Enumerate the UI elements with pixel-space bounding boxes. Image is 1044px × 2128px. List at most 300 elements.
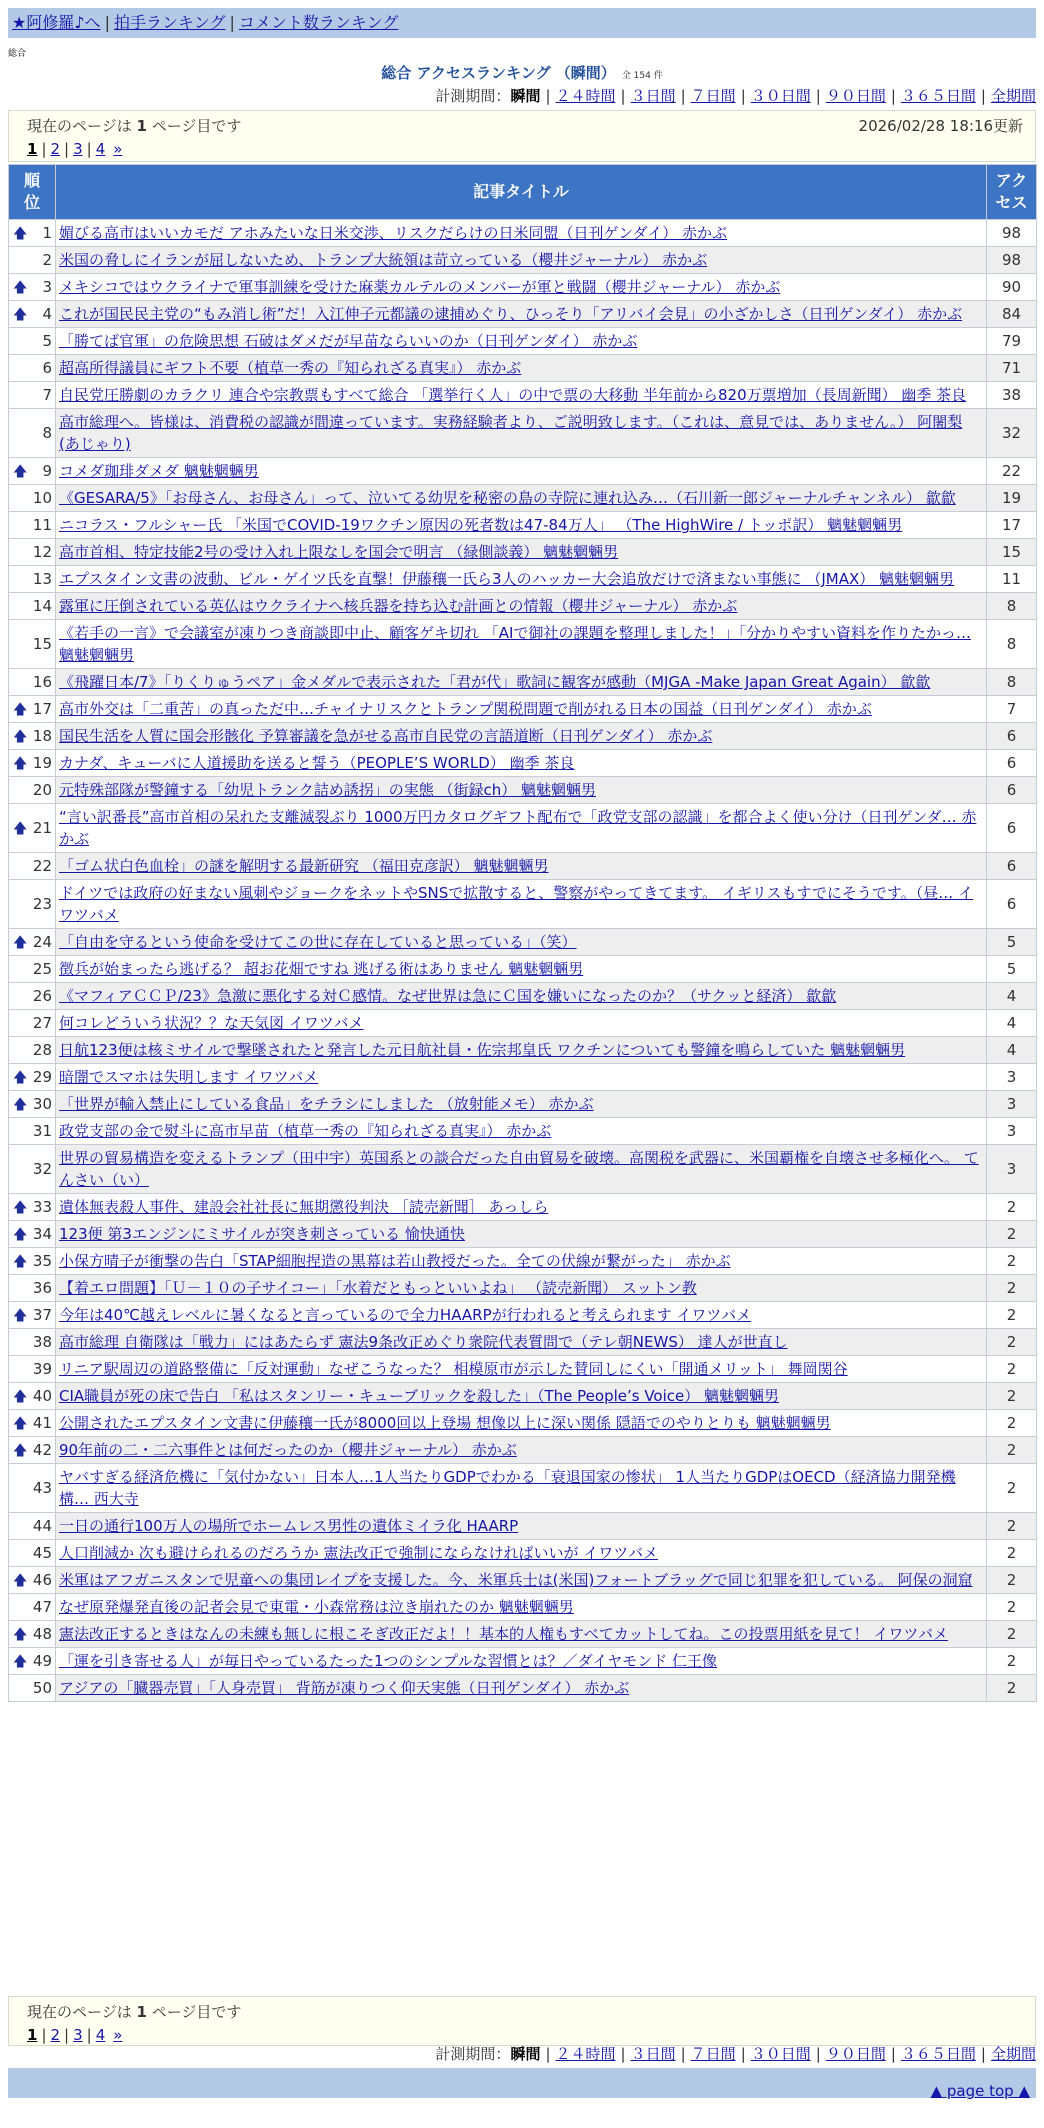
access-count: 15 [987, 539, 1037, 566]
rank-number: 4 [42, 305, 52, 323]
rank-cell [9, 1275, 56, 1302]
article-link[interactable]: 「勝てば官軍」の危険思想 石破はダメだが早苗ならいいのか（日刊ゲンダイ） 赤かぶ [59, 332, 638, 350]
title-cell [56, 1513, 987, 1540]
access-count: 5 [987, 956, 1037, 983]
rank-number: 15 [32, 635, 52, 653]
article-link[interactable]: 《飛躍日本/7》「りくりゅうペア」金メダルで表示された「君が代」歌詞に観客が感動（MJGA -Make Japan Great Again） 歙歙 [59, 673, 931, 691]
title-cell [56, 512, 987, 539]
pager-next-link[interactable]: » [113, 140, 123, 158]
rank-cell [9, 274, 56, 301]
article-link[interactable]: 90年前の二・二六事件とは何だったのか（櫻井ジャーナル） 赤かぶ [59, 1441, 517, 1459]
access-count: 2 [987, 1356, 1037, 1383]
page-status-box-bottom [8, 1996, 1036, 2046]
period-link-6[interactable]: 全期間 [990, 2045, 1036, 2063]
rank-number: 45 [32, 1544, 52, 1562]
title-cell [56, 458, 987, 485]
title-cell [56, 1091, 987, 1118]
access-count: 5 [987, 929, 1037, 956]
period-separator: | [740, 87, 746, 105]
title-cell [56, 880, 987, 929]
title-cell [56, 328, 987, 355]
table-row [9, 1594, 1037, 1621]
article-link[interactable]: 「世界が輸入禁止にしている食品」をチラシにしました （放射能メモ） 赤かぶ [59, 1095, 594, 1113]
rank-up-arrow-icon: 🡅 [13, 1654, 28, 1670]
page-status-box-top [8, 110, 1036, 162]
title-cell [56, 247, 987, 274]
rank-number: 31 [32, 1122, 52, 1140]
rank-number: 23 [32, 895, 52, 913]
title-cell [56, 1437, 987, 1464]
article-link[interactable]: “言い訳番長”高市首相の呆れた支離滅裂ぶり 1000万円カタログギフト配布で「政党支部の認識」を都合よく使い分け（日刊ゲンダ… 赤かぶ [59, 808, 977, 848]
rank-cell [9, 1383, 56, 1410]
table-row [9, 1383, 1037, 1410]
title-cell [56, 1118, 987, 1145]
period-separator: | [680, 87, 686, 105]
article-link[interactable]: 高市外交は「二重苦」の真っただ中…チャイナリスクとトランプ関税問題で削がれる日本の国益（日刊ゲンダイ） 赤かぶ [59, 700, 872, 718]
rank-cell [9, 1437, 56, 1464]
pager-link-4[interactable]: 4 [95, 140, 106, 158]
home-link[interactable]: ★阿修羅♪へ [12, 13, 101, 32]
rank-number: 17 [32, 700, 52, 718]
rank-cell [9, 247, 56, 274]
rank-number: 34 [32, 1225, 52, 1243]
article-link[interactable]: 「運を引き寄せる人」が毎日やっているたった1つのシンプルな習慣とは？／ダイヤモンド 仁王像 [59, 1652, 718, 1670]
rank-up-arrow-icon: 🡅 [13, 1200, 28, 1216]
table-row [9, 1221, 1037, 1248]
rank-number: 18 [32, 727, 52, 745]
article-link[interactable]: 自民党圧勝劇のカラクリ 連合や宗教票もすべて総合 「選挙行く人」の中で票の大移動 半年前から820万票増加（長周新聞） 幽季 茶良 [59, 386, 967, 404]
rank-cell [9, 1248, 56, 1275]
rank-cell [9, 750, 56, 777]
page-text-suffix: ページ目です [146, 117, 242, 135]
access-count: 8 [987, 669, 1037, 696]
rank-up-arrow-icon: 🡅 [13, 702, 28, 718]
access-count: 2 [987, 1464, 1037, 1513]
article-link[interactable]: 一日の通行100万人の場所でホームレス男性の遺体ミイラ化 HAARP [59, 1517, 519, 1535]
article-link[interactable]: 日航123便は核ミサイルで撃墜されたと発言した元日航社員・佐宗邦皇氏 ワクチンについても警鐘を鳴らしていた 魑魅魍魎男 [59, 1041, 906, 1059]
title-cell [56, 1621, 987, 1648]
access-count: 2 [987, 1248, 1037, 1275]
rank-number: 2 [42, 251, 52, 269]
rank-cell [9, 1540, 56, 1567]
period-link-0[interactable]: ２４時間 [555, 2045, 616, 2063]
rank-number: 28 [32, 1041, 52, 1059]
title-cell [56, 539, 987, 566]
rank-cell [9, 1464, 56, 1513]
table-row [9, 301, 1037, 328]
table-row [9, 956, 1037, 983]
clap-ranking-link[interactable]: 拍手ランキング [113, 13, 226, 32]
article-link[interactable]: リニア駅周辺の道路整備に「反対運動」なぜこうなった？ 相模原市が示した賛同しにくい「開通メリット」 舞岡関谷 [59, 1360, 848, 1378]
breadcrumb: 総合 [8, 49, 27, 59]
rank-up-arrow-icon: 🡅 [13, 280, 28, 296]
rank-cell [9, 328, 56, 355]
rank-number: 9 [42, 462, 52, 480]
rank-cell [9, 1145, 56, 1194]
rank-cell [9, 1221, 56, 1248]
top-nav-bar [8, 8, 1036, 38]
article-link[interactable]: 何コレどういう状況？？な天気図 イワツバメ [59, 1014, 364, 1032]
access-count: 79 [987, 328, 1037, 355]
article-link[interactable]: 世界の貿易構造を変えるトランプ（田中宇）英国系との談合だった自由貿易を破壊。高関税を武器に、米国覇権を自壊させ多極化へ。 てんさい（い） [59, 1149, 979, 1189]
access-count: 2 [987, 1329, 1037, 1356]
rank-number: 14 [32, 597, 52, 615]
period-link-3[interactable]: ３０日間 [750, 2045, 811, 2063]
table-row [9, 853, 1037, 880]
access-count: 3 [987, 1064, 1037, 1091]
table-row [9, 804, 1037, 853]
article-link[interactable]: 米国の脅しにイランが屈しないため、トランプ大統領は苛立っている（櫻井ジャーナル） 赤かぶ [59, 251, 708, 269]
access-count: 4 [987, 1010, 1037, 1037]
rank-cell [9, 620, 56, 669]
article-link[interactable]: 123便 第3エンジンにミサイルが突き刺さっている 愉快通快 [59, 1225, 465, 1243]
rank-up-arrow-icon: 🡅 [13, 1389, 28, 1405]
pager-separator: | [41, 2026, 47, 2044]
title-cell [56, 1037, 987, 1064]
access-count: 98 [987, 220, 1037, 247]
article-link[interactable]: アジアの「臓器売買」「人身売買」 背筋が凍りつく仰天実態（日刊ゲンダイ） 赤かぶ [59, 1679, 630, 1697]
article-link[interactable]: CIA職員が死の床で告白 「私はスタンリー・キューブリックを殺した」（The People’s Voice） 魑魅魍魎男 [59, 1387, 780, 1405]
article-link[interactable]: メキシコではウクライナで軍事訓練を受けた麻薬カルテルのメンバーが軍と戦闘（櫻井ジャーナル） 赤かぶ [59, 278, 781, 296]
access-count: 6 [987, 853, 1037, 880]
rank-number: 6 [42, 359, 52, 377]
period-separator: | [620, 2045, 626, 2063]
table-row [9, 458, 1037, 485]
title-cell [56, 1675, 987, 1702]
article-link[interactable]: ドイツでは政府の好まない風刺やジョークをネットやSNSで拡散すると、警察がやってきてます。 イギリスもすでにそうです。（昼… イワツバメ [59, 884, 974, 924]
rank-cell [9, 1118, 56, 1145]
article-link[interactable]: 政党支部の金で熨斗に高市早苗（植草一秀の『知られざる真実』） 赤かぶ [59, 1122, 552, 1140]
table-row [9, 1356, 1037, 1383]
table-row [9, 777, 1037, 804]
title-cell [56, 620, 987, 669]
rank-number: 33 [32, 1198, 52, 1216]
access-count: 6 [987, 723, 1037, 750]
table-row [9, 220, 1037, 247]
access-count: 2 [987, 1675, 1037, 1702]
table-row [9, 566, 1037, 593]
rank-cell [9, 355, 56, 382]
rank-number: 19 [32, 754, 52, 772]
title-cell [56, 382, 987, 409]
period-link-3[interactable]: ３０日間 [750, 87, 811, 105]
table-row [9, 1464, 1037, 1513]
access-count: 6 [987, 777, 1037, 804]
page-indicator [27, 115, 1025, 137]
ranking-table [8, 164, 1037, 1702]
rank-number: 29 [32, 1068, 52, 1086]
rank-cell [9, 1010, 56, 1037]
rank-cell [9, 853, 56, 880]
pager-separator: | [64, 140, 70, 158]
period-link-6[interactable]: 全期間 [990, 87, 1036, 105]
rank-cell [9, 382, 56, 409]
access-count: 11 [987, 566, 1037, 593]
header-rank: 順位 [9, 165, 56, 220]
rank-cell [9, 1621, 56, 1648]
table-row [9, 723, 1037, 750]
rank-cell [9, 409, 56, 458]
table-row [9, 1540, 1037, 1567]
pager-separator: | [41, 140, 47, 158]
pager-link-2[interactable]: 2 [50, 2026, 61, 2044]
access-count: 3 [987, 1145, 1037, 1194]
rank-number: 26 [32, 987, 52, 1005]
table-row [9, 485, 1037, 512]
rank-cell [9, 1356, 56, 1383]
table-row [9, 1621, 1037, 1648]
rank-cell [9, 777, 56, 804]
pager-link-2[interactable]: 2 [50, 140, 61, 158]
article-link[interactable]: 露軍に圧倒されている英仏はウクライナへ核兵器を持ち込む計画との情報（櫻井ジャーナル） 赤かぶ [59, 597, 738, 615]
access-count: 6 [987, 804, 1037, 853]
title-cell [56, 929, 987, 956]
table-row [9, 274, 1037, 301]
rank-number: 8 [42, 424, 52, 442]
table-row [9, 1194, 1037, 1221]
period-separator: | [740, 2045, 746, 2063]
rank-number: 24 [32, 933, 52, 951]
article-link[interactable]: 今年は40℃越えレベルに暑くなると言っているので全力HAARPが行われると考えられます イワツバメ [59, 1306, 752, 1324]
rank-number: 30 [32, 1095, 52, 1113]
rank-number: 10 [32, 489, 52, 507]
rank-cell [9, 880, 56, 929]
nav-separator: | [104, 13, 110, 32]
article-link[interactable]: 人口削減か 次も避けられるのだろうか 憲法改正で強制にならなければいいが イワツバメ [59, 1544, 659, 1562]
title-cell [56, 1356, 987, 1383]
period-link-4[interactable]: ９０日間 [825, 2045, 886, 2063]
rank-cell [9, 1648, 56, 1675]
rank-number: 46 [32, 1571, 52, 1589]
rank-number: 36 [32, 1279, 52, 1297]
rank-cell [9, 593, 56, 620]
pagination [27, 137, 1025, 161]
article-link[interactable]: 高市総理 自衛隊は「戦力」にはあたらず 憲法9条改正めぐり衆院代表質問で（テレ朝NEWS） 達人が世直し [59, 1333, 788, 1351]
period-link-1[interactable]: ３日間 [630, 87, 676, 105]
page-top-link[interactable]: ▲ page top ▲ [930, 2082, 1030, 2100]
title-cell [56, 409, 987, 458]
article-link[interactable]: 高市首相、特定技能2号の受け入れ上限なしを国会で明言 （緑側談義） 魑魅魍魎男 [59, 543, 619, 561]
page-text-prefix: 現在のページは [27, 2003, 137, 2021]
access-count: 2 [987, 1302, 1037, 1329]
rank-cell [9, 1064, 56, 1091]
period-link-5[interactable]: ３６５日間 [900, 87, 976, 105]
nav-separator: | [229, 13, 235, 32]
rank-number: 32 [32, 1160, 52, 1178]
access-count: 2 [987, 1567, 1037, 1594]
period-link-5[interactable]: ３６５日間 [900, 2045, 976, 2063]
title-cell [56, 355, 987, 382]
title-cell [56, 723, 987, 750]
access-count: 2 [987, 1594, 1037, 1621]
rank-number: 25 [32, 960, 52, 978]
rank-number: 11 [32, 516, 52, 534]
article-link[interactable]: ニコラス・フルシャー氏 「米国でCOVID-19ワクチン原因の死者数は47-84万人」 （The HighWire / トッポ訳） 魑魅魍魎男 [59, 516, 903, 534]
article-link[interactable]: なぜ原発爆発直後の記者会見で東電・小森常務は泣き崩れたのか 魑魅魍魎男 [59, 1598, 574, 1616]
table-row [9, 355, 1037, 382]
rank-number: 13 [32, 570, 52, 588]
article-link[interactable]: エプスタイン文書の波動、ビル・ゲイツ氏を直撃！伊藤穰一氏ら3人のハッカー大会追放だけで済まない事態に （JMAX） 魑魅魍魎男 [59, 570, 955, 588]
access-count: 7 [987, 696, 1037, 723]
article-link[interactable]: 《GESARA/5》「お母さん、お母さん」って、泣いてる幼児を秘密の島の寺院に連れ込み…（石川新一郎ジャーナルチャンネル） 歙歙 [59, 489, 956, 507]
article-link[interactable]: 超高所得議員にギフト不要（植草一秀の『知られざる真実』） 赤かぶ [59, 359, 522, 377]
rank-number: 20 [32, 781, 52, 799]
period-current: 瞬間 [510, 87, 541, 105]
pager-separator: | [86, 140, 92, 158]
rank-number: 3 [42, 278, 52, 296]
rank-up-arrow-icon: 🡅 [13, 1070, 28, 1086]
title-cell [56, 696, 987, 723]
article-link[interactable]: 高市総理へ。皆様は、消費税の認識が間違っています。実務経験者より、ご説明致します。（これは、意見では、ありません。） 阿闍梨(あじゃり) [59, 413, 963, 453]
article-link[interactable]: 憲法改正するときはなんの未練も無しに根こそぎ改正だよ！！基本的人権もすべてカットしてね。この投票用紙を見て！ イワツバメ [59, 1625, 949, 1643]
access-count: 2 [987, 1437, 1037, 1464]
access-count: 8 [987, 593, 1037, 620]
table-row [9, 1648, 1037, 1675]
article-link[interactable]: 国民生活を人質に国会形骸化 予算審議を急がせる高市自民党の言語道断（日刊ゲンダイ） 赤かぶ [59, 727, 713, 745]
rank-number: 48 [32, 1625, 52, 1643]
page-text-suffix: ページ目です [146, 2003, 242, 2021]
period-link-2[interactable]: ７日間 [690, 2045, 736, 2063]
table-row [9, 1037, 1037, 1064]
pager-link-4[interactable]: 4 [95, 2026, 106, 2044]
article-link[interactable]: ヤバすぎる経済危機に「気付かない」日本人…1人当たりGDPでわかる「衰退国家の惨状」 1人当たりGDPはOECD（経済協力開発機構… 西大寺 [59, 1468, 956, 1508]
article-link[interactable]: 遺体無表殺人事件、建設会社社長に無期懲役判決 ［読売新聞］ あっしら [59, 1198, 549, 1216]
title-cell [56, 593, 987, 620]
article-link[interactable]: 小保方晴子が衝撃の告白「STAP細胞捏造の黒幕は若山教授だった。全ての伏線が繋がった」 赤かぶ [59, 1252, 731, 1270]
rank-number: 42 [32, 1441, 52, 1459]
rank-cell [9, 512, 56, 539]
pager-next-link[interactable]: » [113, 2026, 123, 2044]
article-link[interactable]: 《マフィアＣＣＰ/23》急激に悪化する対Ｃ感情。なぜ世界は急にＣ国を嫌いになったのか？（サクッと経済） 歙歙 [59, 987, 837, 1005]
rank-cell [9, 220, 56, 247]
period-separator: | [980, 2045, 986, 2063]
table-row [9, 1118, 1037, 1145]
title-cell [56, 1648, 987, 1675]
article-link[interactable]: 米軍はアフガニスタンで児童への集団レイプを支援した。今、米軍兵士は(米国)フォートブラッグで同じ犯罪を犯している。 阿保の洞窟 [59, 1571, 973, 1589]
access-count: 2 [987, 1221, 1037, 1248]
article-link[interactable]: コメダ珈琲ダメダ 魑魅魍魎男 [59, 462, 259, 480]
table-row [9, 1410, 1037, 1437]
period-link-0[interactable]: ２４時間 [555, 87, 616, 105]
article-link[interactable]: 元特殊部隊が警鐘する「幼児トランク詰め誘拐」の実態 （街録ch） 魑魅魍魎男 [59, 781, 596, 799]
article-link[interactable]: 暗闇でスマホは失明します イワツバメ [59, 1068, 319, 1086]
article-link[interactable]: これが国民民主党の“もみ消し術”だ！入江伸子元都議の逮捕めぐり、ひっそり「アリバイ会見」の小ざかしさ（日刊ゲンダイ） 赤かぶ [59, 305, 963, 323]
table-row [9, 328, 1037, 355]
table-row [9, 247, 1037, 274]
ranking-title: 総合 アクセスランキング （瞬間） [381, 64, 616, 82]
period-separator: | [890, 87, 896, 105]
rank-cell [9, 1513, 56, 1540]
article-link[interactable]: 「自由を守るという使命を受けてこの世に存在していると思っている」（笑） [59, 933, 577, 951]
access-count: 8 [987, 620, 1037, 669]
rank-cell [9, 1410, 56, 1437]
comment-ranking-link[interactable]: コメント数ランキング [238, 13, 399, 32]
article-link[interactable]: 媚びる高市はいいカモだ アホみたいな日米交渉、リスクだらけの日米同盟（日刊ゲンダイ） 赤かぶ [59, 224, 728, 242]
title-cell [56, 804, 987, 853]
access-count: 6 [987, 750, 1037, 777]
table-row [9, 382, 1037, 409]
table-row [9, 1275, 1037, 1302]
rank-up-arrow-icon: 🡅 [13, 729, 28, 745]
title-cell [56, 1410, 987, 1437]
rank-up-arrow-icon: 🡅 [13, 821, 28, 837]
title-cell [56, 1594, 987, 1621]
table-row [9, 1091, 1037, 1118]
access-count: 32 [987, 409, 1037, 458]
rank-up-arrow-icon: 🡅 [13, 1416, 28, 1432]
rank-cell [9, 566, 56, 593]
rank-up-arrow-icon: 🡅 [13, 1308, 28, 1324]
table-row [9, 669, 1037, 696]
rank-up-arrow-icon: 🡅 [13, 464, 28, 480]
access-count: 84 [987, 301, 1037, 328]
updated-timestamp: 2026/02/28 18:16更新 [858, 117, 1023, 135]
period-link-2[interactable]: ７日間 [690, 87, 736, 105]
pager-current: 1 [27, 2026, 38, 2044]
rank-number: 44 [32, 1517, 52, 1535]
period-separator: | [620, 87, 626, 105]
rank-cell [9, 669, 56, 696]
title-cell [56, 1540, 987, 1567]
article-link[interactable]: 「ゴム状白色血栓」の謎を解明する最新研究 （福田克彦訳） 魑魅魍魎男 [59, 857, 549, 875]
title-cell [56, 1383, 987, 1410]
period-link-4[interactable]: ９０日間 [825, 87, 886, 105]
pager-link-3[interactable]: 3 [73, 2026, 83, 2044]
title-cell [56, 777, 987, 804]
access-count: 2 [987, 1194, 1037, 1221]
rank-cell [9, 983, 56, 1010]
access-count: 6 [987, 880, 1037, 929]
rank-number: 37 [32, 1306, 52, 1324]
article-link[interactable]: 《若手の一言》で会議室が凍りつき商談即中止、顧客ゲキ切れ 「AIで御社の課題を整理しました！」「分かりやすい資料を作りたかっ… 魑魅魍魎男 [59, 624, 971, 664]
table-row [9, 1302, 1037, 1329]
rank-number: 7 [42, 386, 52, 404]
access-count: 2 [987, 1513, 1037, 1540]
period-separator: | [680, 2045, 686, 2063]
period-separator: | [815, 2045, 821, 2063]
access-count: 71 [987, 355, 1037, 382]
article-link[interactable]: 徴兵が始まったら逃げる？ 超お花畑ですね 逃げる術はありません 魑魅魍魎男 [59, 960, 584, 978]
title-cell [56, 853, 987, 880]
rank-up-arrow-icon: 🡅 [13, 1573, 28, 1589]
rank-cell [9, 929, 56, 956]
article-link[interactable]: カナダ、キューバに人道援助を送ると誓う（PEOPLE’S WORLD） 幽季 茶良 [59, 754, 575, 772]
rank-number: 38 [32, 1333, 52, 1351]
page-indicator [27, 2001, 1025, 2023]
title-cell [56, 1064, 987, 1091]
rank-number: 40 [32, 1387, 52, 1405]
bottom-bar [8, 2068, 1036, 2098]
pager-link-3[interactable]: 3 [73, 140, 83, 158]
rank-up-arrow-icon: 🡅 [13, 756, 28, 772]
rank-cell [9, 458, 56, 485]
period-link-1[interactable]: ３日間 [630, 2045, 676, 2063]
title-cell [56, 1302, 987, 1329]
title-cell [56, 1248, 987, 1275]
pager-separator: | [64, 2026, 70, 2044]
title-cell [56, 956, 987, 983]
table-row [9, 512, 1037, 539]
article-link[interactable]: 公開されたエプスタイン文書に伊藤穰一氏が8000回以上登場 想像以上に深い関係 隠語でのやりとりも 魑魅魍魎男 [59, 1414, 831, 1432]
title-cell [56, 1010, 987, 1037]
rank-number: 41 [32, 1414, 52, 1432]
rank-cell [9, 1194, 56, 1221]
period-separator: | [545, 2045, 551, 2063]
pager-current: 1 [27, 140, 38, 158]
pager-separator: | [86, 2026, 92, 2044]
title-cell [56, 566, 987, 593]
article-link[interactable]: 【着エロ問題】「Ｕ－１０の子サイコー」「水着だともっといいよね」 （読売新聞） スットン教 [59, 1279, 697, 1297]
